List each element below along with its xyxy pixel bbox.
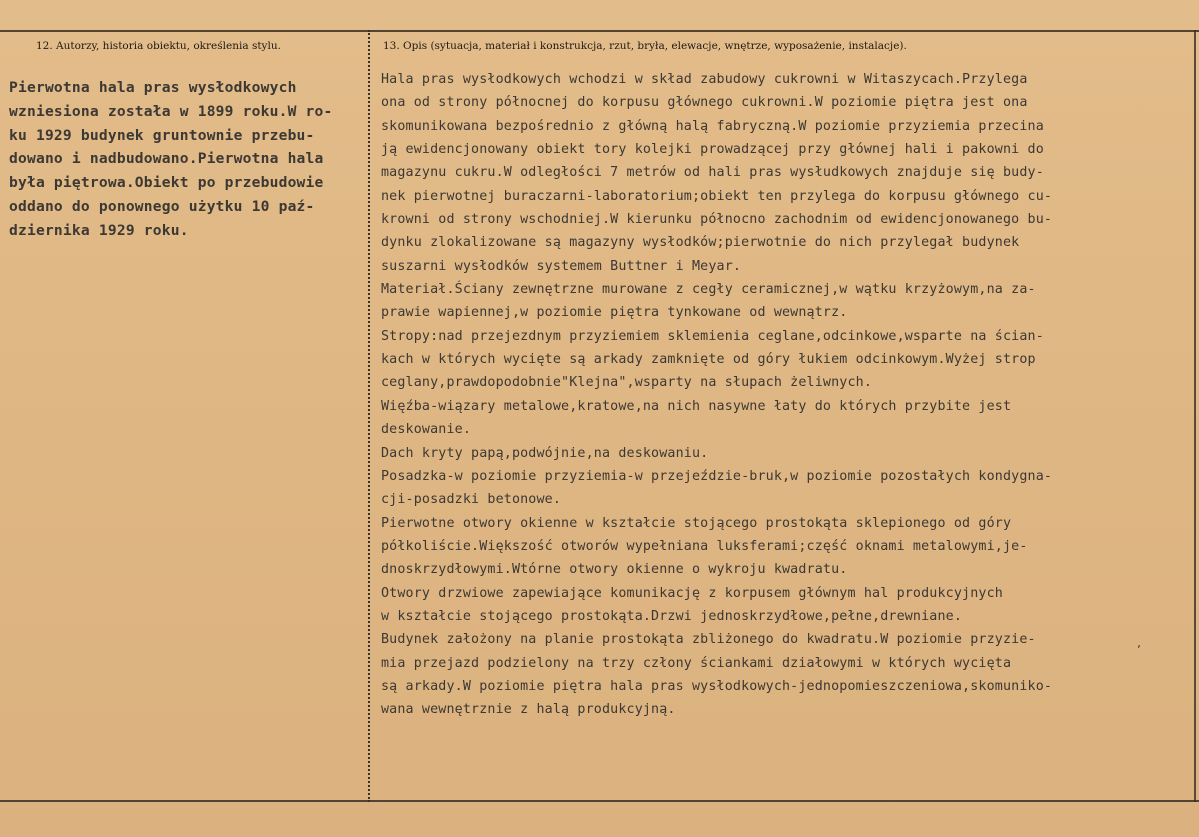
history-text [9, 76, 359, 243]
description-line: Hala pras wysłodkowych wchodzi w skład zabudowy cukrowni w Witaszycach.Przylega [381, 72, 1028, 87]
section-12-header: 12. Autorzy, historia obiektu, określenia stylu. [36, 40, 281, 52]
description-line: Budynek założony na planie prostokąta zbliżonego do kwadratu.W poziomie przyzie- [381, 632, 1036, 648]
column-divider [368, 30, 370, 802]
description-line: dnoskrzydłowymi.Wtórne otwory okienne o wykroju kwadratu. [381, 562, 848, 578]
description-line: ona od strony północnej do korpusu głównego cukrowni.W poziomie piętra jest ona [381, 95, 1028, 111]
description-line: krowni od strony wschodniej.W kierunku północno zachodnim od ewidencjonowanego bu- [381, 212, 1053, 228]
description-line: suszarni wysłodków systemem Buttner i Meyar. [381, 258, 742, 274]
description-line: półkoliście.Większość otworów wypełniana luksferami;część oknami metalowymi,je- [381, 538, 1028, 554]
history-line: dziernika 1929 roku. [9, 221, 189, 239]
description-line: cji-posadzki betonowe. [381, 492, 562, 508]
bottom-rule [0, 800, 1199, 802]
history-line: dowano i nadbudowano.Pierwotna hala [9, 150, 324, 168]
history-line: Pierwotna hala pras wysłodkowych [9, 79, 297, 96]
description-line: magazynu cukru.W odległości 7 metrów od hali pras wysłudkowych znajduje się budy- [381, 165, 1044, 181]
description-line: nek pierwotnej buraczarni-laboratorium;obiekt ten przylega do korpusu głównego cu- [381, 188, 1053, 204]
right-rule [1194, 30, 1196, 802]
description-line: wana wewnętrznie z halą produkcyjną. [381, 702, 676, 718]
history-line: ku 1929 budynek gruntownie przebu- [9, 126, 315, 144]
description-line: ceglany,prawdopodobnie"Klejna",wsparty na słupach żeliwnych. [381, 375, 873, 391]
section-13-header: 13. Opis (sytuacja, materiał i konstrukcja, rzut, bryła, elewacje, wnętrze, wyposażenie, instalacje). [383, 40, 907, 52]
description-line: Posadzka-w poziomie przyziemia-w przejeździe-bruk,w poziomie pozostałych kondygna- [381, 468, 1053, 484]
history-line: oddano do ponownego użytku 10 paź- [9, 197, 315, 215]
description-line: ją ewidencjonowany obiekt tory kolejki prowadzącej przy głównej hali i pakowni do [381, 142, 1044, 158]
description-line: skomunikowana bezpośrednio z główną halą fabryczną.W poziomie przyziemia przecina [381, 118, 1044, 134]
description-line: Materiał.Ściany zewnętrzne murowane z cegły ceramicznej,w wątku krzyżowym,na za- [381, 282, 1036, 298]
description-line: Dach kryty papą,podwójnie,na deskowaniu. [381, 445, 709, 461]
history-line: wzniesiona została w 1899 roku.W ro- [9, 102, 333, 120]
history-line: była piętrowa.Obiekt po przebudowie [9, 174, 324, 192]
description-line: deskowanie. [381, 422, 472, 438]
description-line: Otwory drzwiowe zapewiające komunikację z korpusem głównym hal produkcyjnych [381, 585, 1003, 601]
description-line: Stropy:nad przejezdnym przyziemiem sklemienia ceglane,odcinkowe,wsparte na ścian- [381, 328, 1044, 344]
description-line: mia przejazd podzielony na trzy człony ściankami działowymi w których wycięta [381, 655, 1012, 671]
description-line: kach w których wycięte są arkady zamknięte od góry łukiem odcinkowym.Wyżej strop [381, 352, 1036, 368]
description-line: Więźba-wiązary metalowe,kratowe,na nich nasywne łaty do których przybite jest [381, 398, 1012, 414]
top-rule [0, 30, 1199, 32]
description-text [381, 68, 1193, 722]
description-line: prawie wapiennej,w poziomie piętra tynkowane od wewnątrz. [381, 305, 848, 321]
description-line: w kształcie stojącego prostokąta.Drzwi jednoskrzydłowe,pełne,drewniane. [381, 608, 963, 624]
description-line: są arkady.W poziomie piętra hala pras wysłodkowych-jednopomieszczeniowa,skomuniko- [381, 678, 1053, 694]
description-line: dynku zlokalizowane są magazyny wysłodków;pierwotnie do nich przylegał budynek [381, 235, 1020, 251]
pen-mark: ʼ [1137, 643, 1141, 657]
description-line: Pierwotne otwory okienne w kształcie stojącego prostokąta sklepionego od góry [381, 515, 1012, 531]
